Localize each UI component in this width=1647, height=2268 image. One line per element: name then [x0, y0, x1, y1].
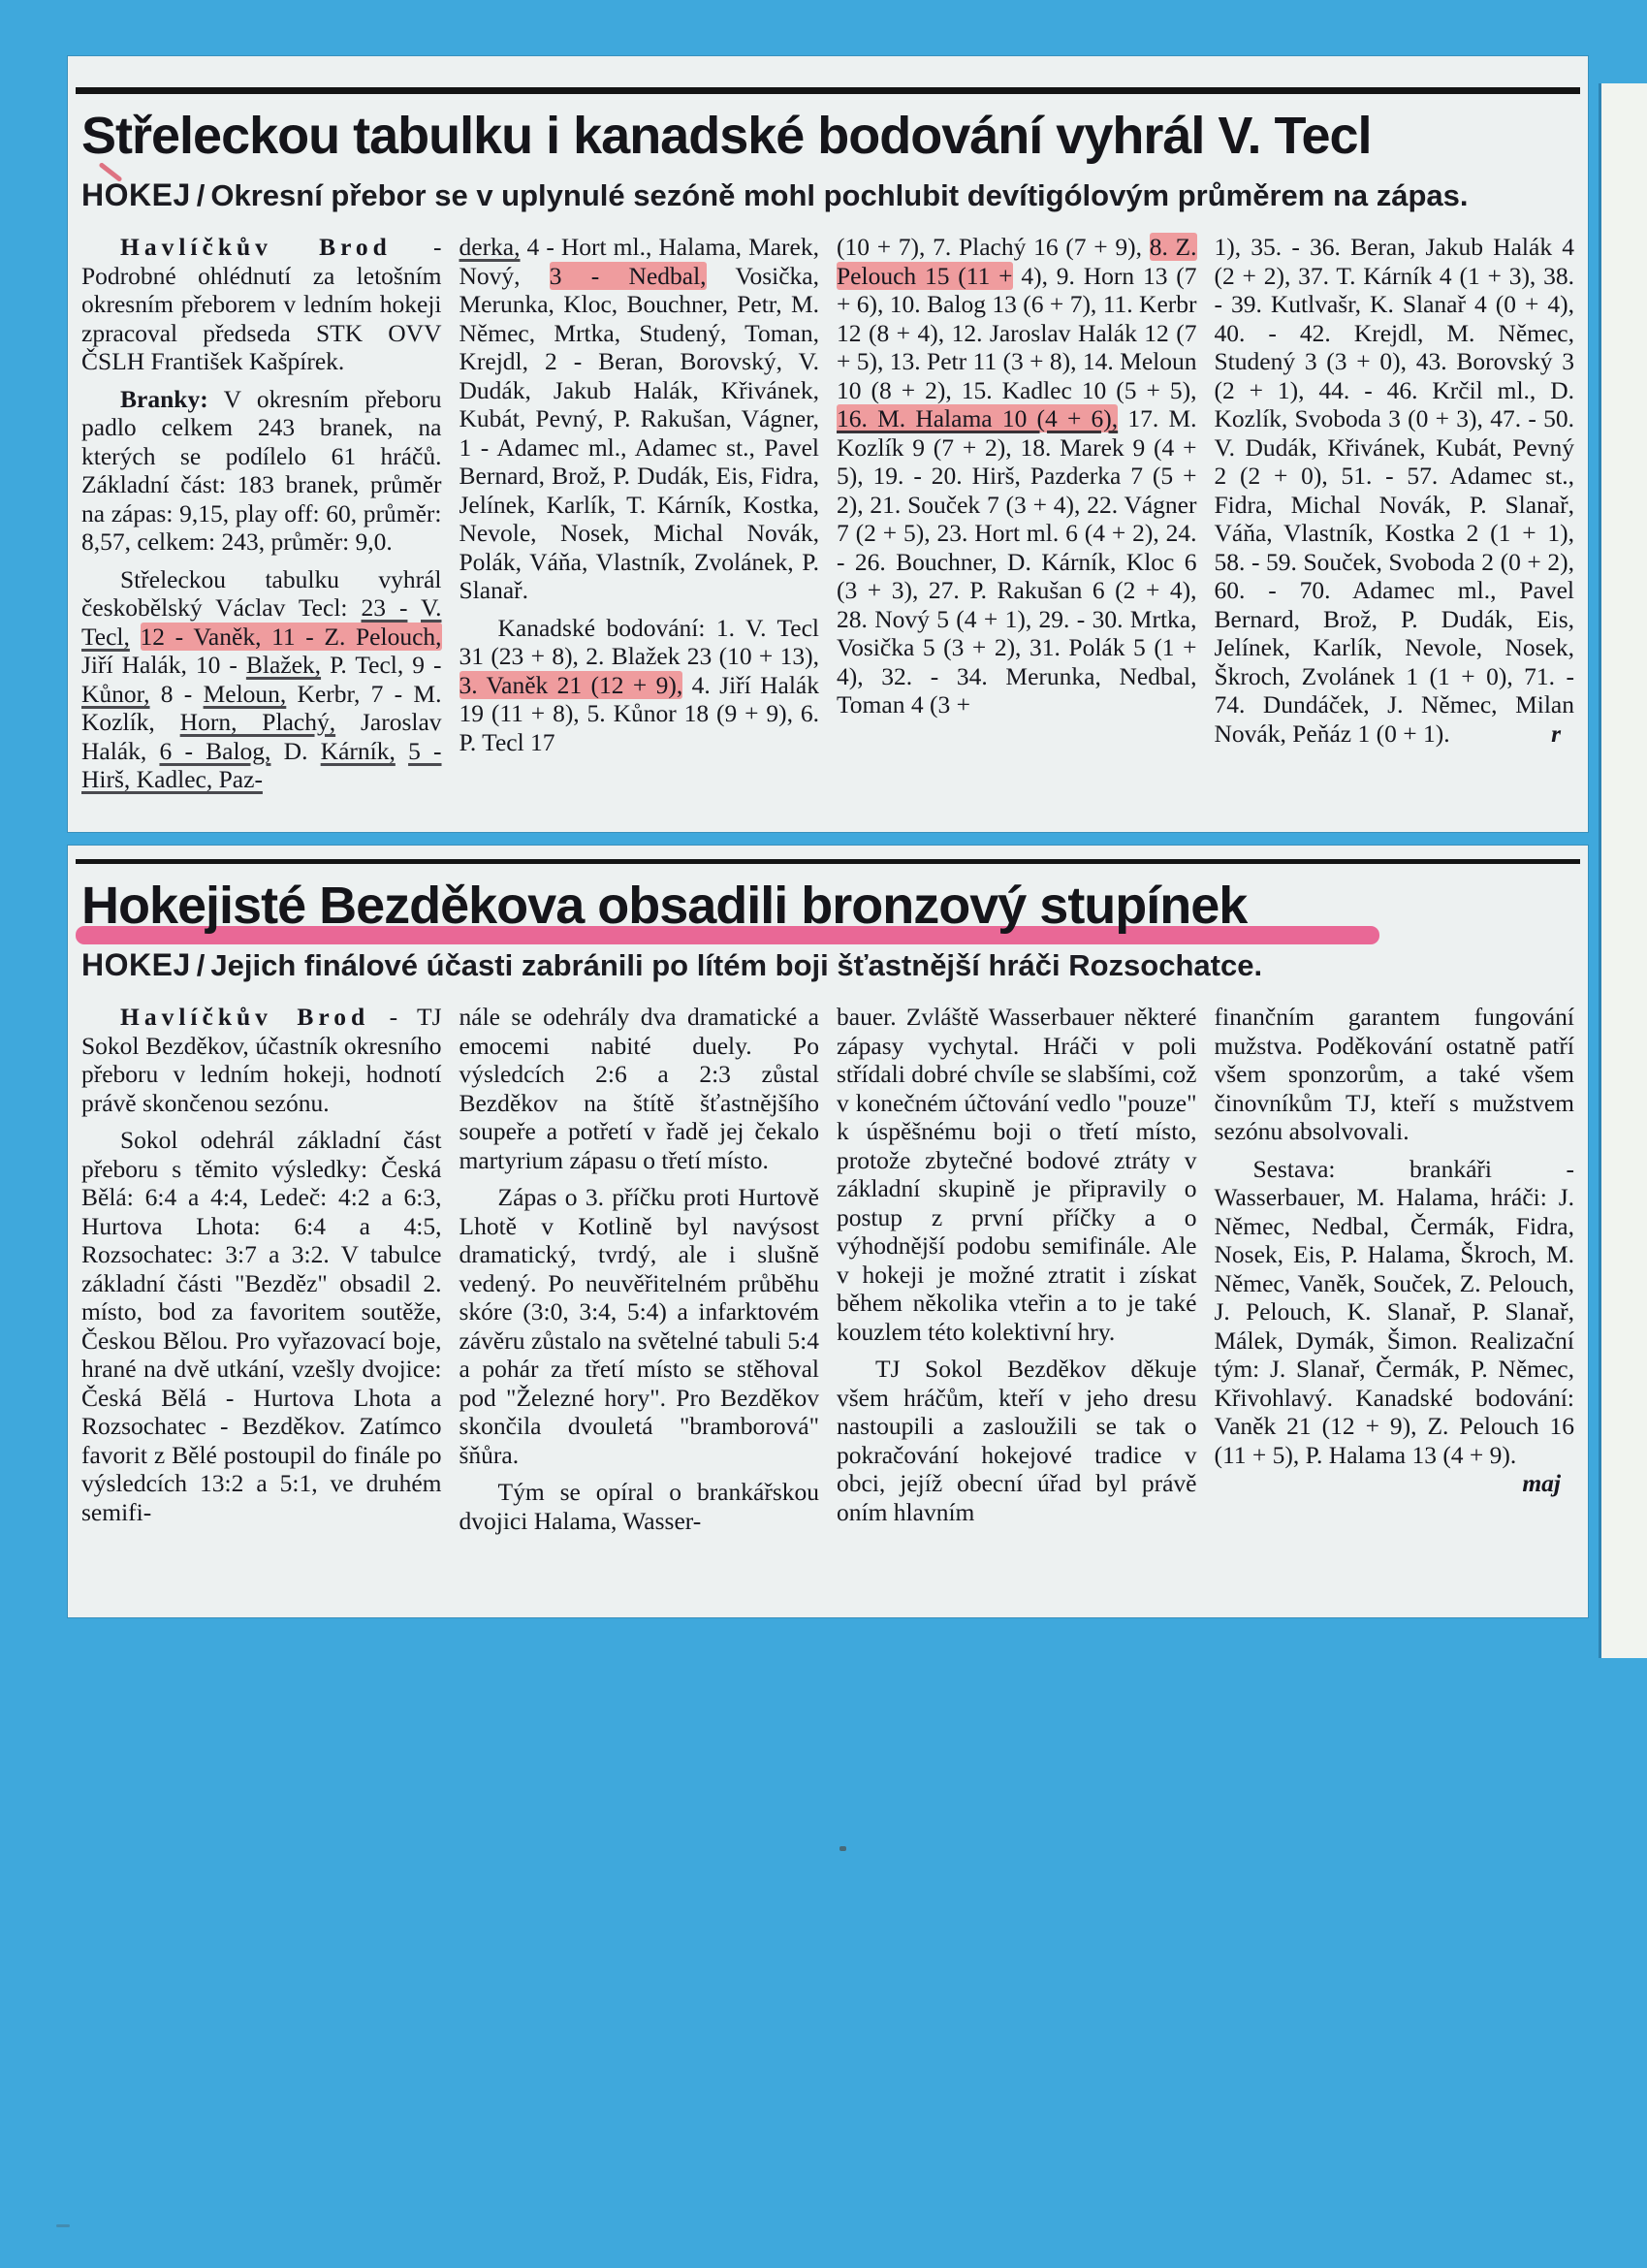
paragraph: [81, 1126, 442, 1526]
text-segment: Kanadské bodování: 1. V. Tecl 31 (23 + 8), 2. Blažek 23 (10 + 13),: [459, 613, 819, 670]
article1-kicker: HOKEJ: [81, 177, 191, 212]
scan-edge-strip: [1599, 83, 1647, 1658]
paragraph: [1215, 1003, 1575, 1146]
paragraph: [81, 385, 442, 557]
pen-underlined-text: 6 - Balog,: [159, 736, 271, 765]
text-segment: Kerbr, 7 - M. Kozlík,: [81, 679, 442, 736]
pen-underlined-text: Kárník,: [320, 736, 396, 765]
paragraph: [837, 233, 1197, 719]
pen-underlined-text: Meloun,: [203, 679, 287, 708]
paragraph: [459, 1003, 820, 1174]
text-segment: nále se odehrály dva dramatické a emocemi nabité duely. Po výsledcích 2:6 a 2:3 zůstal Bezděkov na štítě šťastnějšího soupeře a potřetí v řadě jej čekalo martyrium zápasu o třetí místo.: [459, 1003, 819, 1174]
text-segment: 8 -: [149, 679, 204, 708]
pen-underlined-text: derka,: [459, 233, 521, 261]
article2-title: Hokejisté Bezděkova obsadili bronzový stupínek: [81, 877, 1248, 935]
text-segment: 4. Jiří Halák 19 (11 + 8), 5. Kůnor 18 (9 + 9), 6. P. Tecl 17: [459, 670, 819, 756]
dateline-text: Havlíčkův Brod: [120, 1003, 370, 1031]
kicker-separator: /: [196, 948, 206, 982]
article2-top-rule: [76, 859, 1580, 864]
pen-underlined-text: V. Tecl,: [81, 593, 442, 651]
text-segment: Tým se opíral o brankářskou dvojici Halama, Wasser-: [459, 1478, 819, 1535]
text-segment: [396, 737, 408, 765]
article1-top-rule: [76, 87, 1580, 94]
article2-column-1: [81, 1003, 442, 1544]
paragraph: [459, 233, 820, 605]
text-segment: Sokol odehrál základní část přeboru s těmito výsledky: Česká Bělá: 6:4 a 4:4, Ledeč: 4:2 a 6:3, Hurtova Lhota: 6:4 a 4:5, Rozsochatec: 3:7 a 3:2. V tabulce základní části "Bezděz" obsadil 2. místo, bod za favoritem soutěže, Českou Bělou. Pro vyřazovací boje, hrané na dvě utkání, vzešly dvojice: Česká Bělá - Hurtova Lhota a Rozsochatec - Bezděkov. Zatímco favorit z Bělé postoupil do finále po výsledcích 13:2 a 5:1, ve druhém semifi-: [81, 1126, 442, 1526]
article1-title: Střeleckou tabulku i kanadské bodování vyhrál V. Tecl: [81, 107, 1372, 165]
scan-speck: [56, 2224, 70, 2227]
article2-column-3: [837, 1003, 1197, 1544]
text-segment: 17. M. Kozlík 9 (7 + 2), 18. Marek 9 (4 + 5), 19. - 20. Hirš, Pazderka 7 (5 + 2), 21. Souček 7 (3 + 4), 22. Vágner 7 (2 + 5), 23. Hort ml. 6 (4 + 2), 24. - 26. Bouchner, D. Kárník, Kloc 6 (3 + 3), 27. P. Rakušan 6 (2 + 4), 28. Nový 5 (4 + 1), 29. - 30. Mrtka, Vosička 5 (3 + 2), 31. Polák 5 (1 + 4), 32. - 34. Merunka, Nedbal, Toman 4 (3 +: [837, 404, 1197, 719]
pen-underlined-text: Kůnor,: [81, 679, 150, 708]
text-segment: - TJ Sokol Bezděkov, účastník okresního přeboru v ledním hokeji, hodnotí právě skončenou sezónu.: [81, 1003, 442, 1117]
author-signature: r: [1551, 719, 1561, 748]
pen-underlined-text: Blažek,: [245, 651, 322, 679]
article1-column-3: [837, 233, 1197, 803]
article2-column-2: [459, 1003, 820, 1544]
article2-subtitle: [81, 947, 1578, 983]
text-segment: D.: [270, 736, 321, 765]
text-segment: Zápas o 3. příčku proti Hurtově Lhotě v Kotlině byl navýsost dramatický, tvrdý, ale i slušně vedený. Po neuvěřitelném průběhu skóre (3:0, 3:4, 5:4) a infarktovém závěru zůstalo na světelné tabuli 5:4 a pohár za třetí místo se stěhoval pod "Železné hory". Pro Bezděkov skončila dvouletá "bramborová" šňůra.: [459, 1183, 819, 1469]
paragraph: [459, 1478, 820, 1535]
text-segment: Branky:: [120, 384, 208, 413]
paragraph: [459, 614, 820, 757]
paragraph: [1214, 1154, 1575, 1497]
paragraph: [837, 1355, 1197, 1526]
text-segment: (10 + 7), 7. Plachý 16 (7 + 9),: [837, 233, 1150, 261]
pen-underlined-text: 23 -: [361, 593, 408, 622]
red-highlighted-text: 16. M. Halama 10 (4 + 6),: [837, 404, 1119, 432]
text-segment: - Podrobné ohlédnutí za letošním okresním přeborem v ledním hokeji zpracoval předseda STK OVV ČSLH František Kašpírek.: [81, 233, 442, 375]
article2-title-wrap: [68, 876, 1588, 936]
text-segment: Sestava: brankáři - Wasserbauer, M. Halama, hráči: J. Němec, Nedbal, Čermák, Fidra, Nosek, Eis, P. Halama, Škroch, M. Němec, Vaněk, Souček, Z. Pelouch, J. Pelouch, K. Slanař, P. Slanař, Málek, Dymák, Šimon. Realizační tým: J. Slanař, Čermák, P. Němec, Křivohlavý. Kanadské bodování: Vaněk 21 (12 + 9), Z. Pelouch 16 (11 + 5), P. Halama 13 (4 + 9).: [1214, 1154, 1574, 1469]
text-segment: V okresním přeboru padlo celkem 243 branek, na kterých se podílelo 61 hráčů. Základní část: 183 branek, průměr na zápas: 9,15, play off: 60, průměr: 8,57, celkem: 243, průměr: 9,0.: [81, 384, 442, 556]
article1-subtitle: [81, 177, 1578, 213]
scan-speck: [839, 1846, 846, 1851]
article1-clipping: [68, 56, 1588, 832]
paragraph: [459, 1183, 820, 1469]
article2-column-4: [1215, 1003, 1575, 1544]
paragraph: [837, 1003, 1197, 1346]
text-segment: bauer. Zvláště Wasserbauer některé zápasy vychytal. Hráči v poli střídali dobré chvíle se slabšími, což v konečném účtování vedlo "pouze" k úspěšnému boji o třetí místo, protože zbytečné bodové ztráty v základní skupině je připravily o postup z první příčky a o výhodnější podobu semifinále. Ale v hokeji je možné ztratit i získat během několika vteřin a to je také kouzlem této kolektivní hry.: [837, 1003, 1197, 1346]
paragraph: [1215, 233, 1575, 748]
author-signature: maj: [1522, 1469, 1561, 1497]
text-segment: finančním garantem fungování mužstva. Poděkování ostatně patří všem sponzorům, a také všem činovníkům TJ, kteří s mužstvem sezónu absolvovali.: [1214, 1003, 1574, 1145]
article2-subtitle-text: Jejich finálové účasti zabránili po lítém boji šťastnější hráči Rozsochatce.: [210, 948, 1263, 982]
article1-subtitle-text: Okresní přebor se v uplynulé sezóně mohl pochlubit devítigólovým průměrem na zápas.: [210, 178, 1469, 212]
text-segment: Jaroslav Halák,: [81, 708, 442, 765]
article2-columns: [81, 1003, 1574, 1544]
text-segment: P. Tecl, 9 -: [321, 651, 442, 679]
article1-columns: [81, 233, 1574, 803]
article1-title-wrap: [68, 106, 1588, 166]
red-highlighted-text: 3 - Nedbal,: [549, 261, 707, 290]
text-segment: [407, 593, 421, 622]
article1-column-2: [459, 233, 820, 803]
kicker-separator: /: [196, 178, 206, 212]
paragraph: [81, 1003, 442, 1117]
text-segment: 4 - Hort ml., Halama, Marek, Nový,: [459, 233, 819, 290]
paragraph: [81, 233, 442, 376]
paragraph: [81, 565, 442, 794]
pen-underlined-text: 5 - Hirš, Kadlec, Paz-: [81, 736, 442, 793]
text-segment: 1), 35. - 36. Beran, Jakub Halák 4 (2 + 2), 37. T. Kárník 4 (1 + 3), 38. - 39. Kutlvašr, K. Slanař 4 (0 + 4), 40. - 42. Krejdl, M. Němec, Studený 3 (3 + 0), 43. Borovský 3 (2 + 1), 44. - 46. Krčil ml., D. Kozlík, Svoboda 3 (0 + 3), 47. - 50. V. Dudák, Křivánek, Kubát, Pevný 2 (2 + 0), 51. - 57. Adamec st., Fidra, Michal Novák, P. Slanař, Váňa, Vlastník, Kostka 2 (1 + 1), 58. - 59. Souček, Svoboda 2 (0 + 2), 60. - 70. Adamec ml., Pavel Bernard, Brož, P. Dudák, Eis, Jelínek, Karlík, Nevole, Nosek, Škroch, Zvolánek 1 (1 + 0), 71. - 74. Dundáček, J. Němec, Milan Novák, Peňáz 1 (0 + 1).: [1214, 233, 1574, 748]
text-segment: Jiří Halák, 10 -: [81, 651, 246, 679]
red-highlighted-text: 3. Vaněk 21 (12 + 9),: [459, 670, 683, 699]
article1-column-4: [1215, 233, 1575, 803]
article2-clipping: [68, 846, 1588, 1617]
text-segment: TJ Sokol Bezděkov děkuje všem hráčům, kteří v jeho dresu nastoupili a zasloužili se tak o pokračování hokejové tradice v obci, jejíž obecní úřad byl právě oním hlavním: [837, 1355, 1197, 1526]
red-highlighted-text: 8. Z. Pelouch 15 (11 +: [837, 233, 1197, 290]
text-segment: 4), 9. Horn 13 (7 + 6), 10. Balog 13 (6 + 7), 11. Kerbr 12 (8 + 4), 12. Jaroslav Halák 12 (7 + 5), 13. Petr 11 (3 + 8), 14. Meloun 10 (8 + 2), 15. Kadlec 10 (5 + 5),: [837, 261, 1197, 404]
text-segment: Střeleckou tabulku vyhrál českobělský Václav Tecl:: [81, 564, 442, 622]
article2-kicker: HOKEJ: [81, 947, 191, 982]
red-highlighted-text: 12 - Vaněk, 11 - Z. Pelouch,: [140, 622, 442, 651]
text-segment: Vosička, Merunka, Kloc, Bouchner, Petr, M. Němec, Mrtka, Studený, Toman, Krejdl, 2 - Beran, Borovský, V. Dudák, Jakub Halák, Křivánek, Kubát, Pevný, P. Rakušan, Vágner, 1 - Adamec ml., Adamec st., Pavel Bernard, Brož, P. Dudák, Eis, Fidra, Jelínek, Karlík, T. Kárník, Kostka, Nevole, Nosek, Michal Novák, Polák, Váňa, Vlastník, Zvolánek, P. Slanař.: [459, 261, 819, 604]
pen-underlined-text: Horn, Plachý,: [179, 708, 336, 736]
text-segment: [130, 623, 141, 651]
article1-column-1: [81, 233, 442, 803]
dateline-text: Havlíčkův Brod: [120, 233, 392, 261]
